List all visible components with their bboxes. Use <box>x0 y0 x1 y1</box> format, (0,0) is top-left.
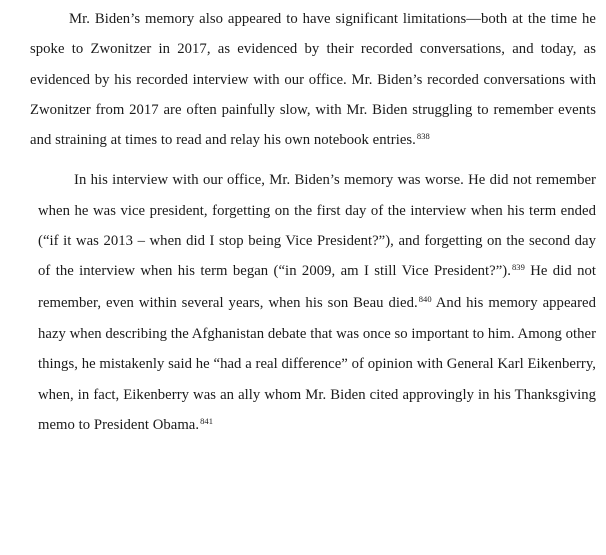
paragraph-interview-memory <box>30 165 596 441</box>
paragraph-text: He did not remember, even within several years, when his son Beau died. <box>38 263 596 311</box>
paragraph-memory-limitations <box>30 4 596 156</box>
footnote-ref-839: 839 <box>511 262 525 273</box>
paragraph-text: And his memory appeared hazy when describing the Afghanistan debate that was once so important to him. Among other things, he mistakenly said he “had a real difference” of opinion with General Karl Eikenberry, when, in fact, Eikenberry was an ally whom Mr. Biden cited approvingly in his Thanksgiving memo to President Obama. <box>38 294 597 433</box>
paragraph-text: In his interview with our office, Mr. Biden’s memory was worse. He did not remember when he was vice president, forgetting on the first day of the interview when his term ended (“if it was 2013 – when did I stop being Vice President?”), and forgetting on the second day of the interview when his term began (“in 2009, am I still Vice President?”). <box>38 172 596 280</box>
footnote-ref-838: 838 <box>416 131 430 142</box>
footnote-ref-840: 840 <box>418 293 432 304</box>
paragraph-text: Mr. Biden’s memory also appeared to have significant limitations—both at the time he spoke to Zwonitzer in 2017, as evidenced by their recorded conversations, and today, as evidenced by his recorded interview with our office. Mr. Biden’s recorded conversations with Zwonitzer from 2017 are often painfully slow, with Mr. Biden struggling to remember events and straining at times to read and relay his own notebook entries. <box>30 11 596 149</box>
footnote-ref-841: 841 <box>200 415 214 426</box>
